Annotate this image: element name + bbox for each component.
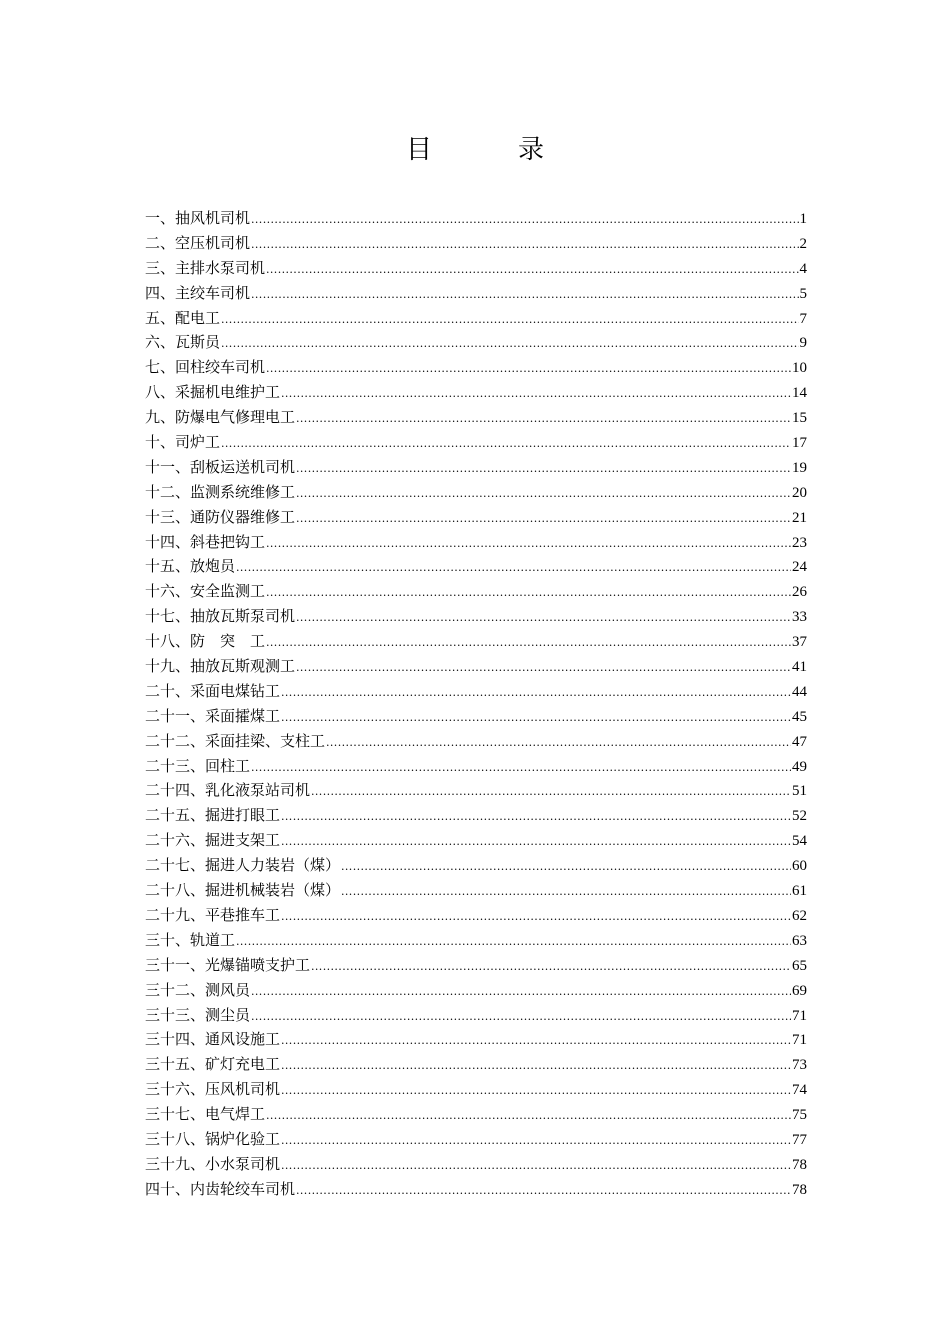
toc-dot-leader <box>296 656 791 681</box>
toc-entry[interactable] <box>145 903 807 928</box>
toc-entry-page-number: 7 <box>799 310 807 327</box>
toc-entry[interactable] <box>145 530 807 555</box>
toc-entry-label: 三十二、测风员 <box>145 980 251 999</box>
toc-entry-page-number: 62 <box>792 907 807 924</box>
toc-dot-leader <box>341 855 791 880</box>
toc-dot-leader <box>296 507 791 532</box>
toc-entry-label: 二十九、平巷推车工 <box>145 905 281 924</box>
toc-entry-label: 三十一、光爆锚喷支护工 <box>145 955 311 974</box>
toc-entry[interactable] <box>145 1127 807 1152</box>
toc-entry-page-number: 71 <box>792 1007 807 1024</box>
toc-entry[interactable] <box>145 1177 807 1202</box>
toc-entry-page-number: 1 <box>799 211 807 227</box>
toc-entry-page-number: 65 <box>792 957 807 974</box>
toc-entry-label: 六、瓦斯员 <box>145 333 221 352</box>
toc-entry-label: 四十、内齿轮绞车司机 <box>145 1179 296 1198</box>
toc-dot-leader <box>281 1079 791 1104</box>
toc-entry[interactable] <box>145 405 807 430</box>
toc-entry-page-number: 44 <box>792 683 807 700</box>
toc-entry[interactable] <box>145 306 807 331</box>
toc-entry[interactable] <box>145 953 807 978</box>
toc-dot-leader <box>221 332 798 357</box>
toc-entry-page-number: 49 <box>792 758 807 775</box>
toc-entry[interactable] <box>145 380 807 405</box>
toc-entry-label: 三十六、压风机司机 <box>145 1080 281 1099</box>
toc-entry-page-number: 73 <box>792 1057 807 1074</box>
toc-entry-label: 十一、刮板运送机司机 <box>145 457 296 476</box>
toc-entry[interactable] <box>145 1027 807 1052</box>
toc-entry[interactable] <box>145 231 807 256</box>
toc-entry-label: 二十一、采面攉煤工 <box>145 706 281 725</box>
toc-dot-leader <box>266 357 791 382</box>
toc-entry[interactable] <box>145 455 807 480</box>
toc-entry[interactable] <box>145 654 807 679</box>
toc-dot-leader <box>221 308 798 333</box>
toc-dot-leader <box>266 258 798 283</box>
toc-entry[interactable] <box>145 579 807 604</box>
toc-dot-leader <box>311 955 791 980</box>
toc-entry-label: 三十九、小水泵司机 <box>145 1154 281 1173</box>
toc-entry-page-number: 21 <box>792 509 807 526</box>
toc-entry-label: 十二、监测系统维修工 <box>145 482 296 501</box>
toc-dot-leader <box>296 457 791 482</box>
toc-entry[interactable] <box>145 505 807 530</box>
toc-entry-label: 四、主绞车司机 <box>145 283 251 302</box>
toc-title: 目 录 <box>405 135 574 165</box>
toc-dot-leader <box>266 581 791 606</box>
toc-dot-leader <box>281 1129 791 1154</box>
toc-entry-label: 十四、斜巷把钩工 <box>145 532 266 551</box>
toc-entry[interactable] <box>145 281 807 306</box>
toc-entry-page-number: 4 <box>799 260 807 277</box>
toc-entry-label: 二十七、掘进人力装岩（煤） <box>145 856 341 875</box>
toc-entry-page-number: 20 <box>792 484 807 501</box>
toc-entry-page-number: 37 <box>792 634 807 651</box>
toc-entry-page-number: 60 <box>792 858 807 875</box>
toc-entry[interactable] <box>145 853 807 878</box>
toc-entry-page-number: 24 <box>792 559 807 576</box>
toc-entry[interactable] <box>145 679 807 704</box>
toc-entry[interactable] <box>145 878 807 903</box>
toc-dot-leader <box>296 606 791 631</box>
toc-entry[interactable] <box>145 480 807 505</box>
toc-entry-label: 二十、采面电煤钻工 <box>145 681 281 700</box>
toc-entry[interactable] <box>145 355 807 380</box>
toc-entry[interactable] <box>145 430 807 455</box>
toc-entry-page-number: 26 <box>792 584 807 601</box>
toc-entry-label: 九、防爆电气修理电工 <box>145 408 296 427</box>
toc-entry-label: 三十三、测尘员 <box>145 1005 251 1024</box>
toc-entry[interactable] <box>145 629 807 654</box>
toc-dot-leader <box>251 1005 791 1030</box>
toc-dot-leader <box>266 1104 791 1129</box>
toc-entry[interactable] <box>145 729 807 754</box>
toc-entry-label: 二十八、掘进机械装岩（煤） <box>145 881 341 900</box>
toc-dot-leader <box>266 532 791 557</box>
toc-entry[interactable] <box>145 330 807 355</box>
toc-dot-leader <box>326 731 791 756</box>
toc-entry[interactable] <box>145 1003 807 1028</box>
toc-entry[interactable] <box>145 803 807 828</box>
toc-dot-leader <box>236 556 791 581</box>
toc-entry[interactable] <box>145 928 807 953</box>
toc-entry-label: 二十六、掘进支架工 <box>145 831 281 850</box>
toc-entry-page-number: 75 <box>792 1107 807 1124</box>
toc-entry-label: 十、司炉工 <box>145 433 221 452</box>
toc-dot-leader <box>296 1179 791 1204</box>
toc-dot-leader <box>281 805 791 830</box>
toc-entry-page-number: 2 <box>799 235 807 252</box>
toc-entry-label: 七、回柱绞车司机 <box>145 358 266 377</box>
toc-dot-leader <box>281 382 791 407</box>
toc-dot-leader <box>266 631 791 656</box>
toc-entry-page-number: 41 <box>792 659 807 676</box>
toc-entry[interactable] <box>145 206 807 231</box>
toc-dot-leader <box>251 233 798 258</box>
toc-entry-page-number: 23 <box>792 534 807 551</box>
toc-list <box>145 206 807 1202</box>
toc-entry-page-number: 14 <box>792 385 807 402</box>
toc-dot-leader <box>311 780 791 805</box>
toc-entry-label: 一、抽风机司机 <box>145 209 251 227</box>
toc-entry-label: 十八、防 突 工 <box>145 632 266 651</box>
toc-entry[interactable] <box>145 604 807 629</box>
toc-entry-label: 三十七、电气焊工 <box>145 1105 266 1124</box>
toc-entry[interactable] <box>145 1152 807 1177</box>
toc-entry-label: 三十四、通风设施工 <box>145 1030 281 1049</box>
toc-entry-label: 十三、通防仪器维修工 <box>145 507 296 526</box>
toc-entry-page-number: 63 <box>792 932 807 949</box>
toc-entry-label: 三、主排水泵司机 <box>145 258 266 277</box>
toc-entry-page-number: 74 <box>792 1082 807 1099</box>
toc-entry-page-number: 17 <box>792 435 807 452</box>
toc-entry-page-number: 52 <box>792 808 807 825</box>
toc-dot-leader <box>251 283 798 308</box>
toc-dot-leader <box>221 432 791 457</box>
toc-dot-leader <box>281 830 791 855</box>
toc-dot-leader <box>236 930 791 955</box>
toc-entry-page-number: 61 <box>792 883 807 900</box>
toc-entry-page-number: 77 <box>792 1131 807 1148</box>
toc-entry-page-number: 45 <box>792 708 807 725</box>
toc-entry-label: 二、空压机司机 <box>145 233 251 252</box>
toc-entry-label: 三十八、锅炉化验工 <box>145 1129 281 1148</box>
toc-dot-leader <box>281 905 791 930</box>
toc-entry-label: 二十四、乳化液泵站司机 <box>145 781 311 800</box>
toc-dot-leader <box>341 880 791 905</box>
toc-dot-leader <box>251 756 791 781</box>
toc-entry[interactable] <box>145 754 807 779</box>
toc-entry-label: 十九、抽放瓦斯观测工 <box>145 657 296 676</box>
toc-entry-label: 二十三、回柱工 <box>145 756 251 775</box>
toc-dot-leader <box>281 1154 791 1179</box>
toc-entry[interactable] <box>145 778 807 803</box>
toc-entry-label: 五、配电工 <box>145 308 221 327</box>
toc-entry-page-number: 71 <box>792 1032 807 1049</box>
toc-dot-leader <box>251 208 798 233</box>
toc-entry-label: 三十五、矿灯充电工 <box>145 1055 281 1074</box>
toc-entry-page-number: 69 <box>792 982 807 999</box>
toc-entry-page-number: 33 <box>792 609 807 626</box>
toc-entry[interactable] <box>145 1077 807 1102</box>
toc-entry[interactable] <box>145 1052 807 1077</box>
toc-dot-leader <box>281 681 791 706</box>
toc-entry-label: 十六、安全监测工 <box>145 582 266 601</box>
toc-entry-label: 二十五、掘进打眼工 <box>145 806 281 825</box>
toc-entry-page-number: 19 <box>792 459 807 476</box>
toc-entry[interactable] <box>145 1102 807 1127</box>
toc-entry[interactable] <box>145 256 807 281</box>
toc-entry[interactable] <box>145 828 807 853</box>
toc-entry-label: 二十二、采面挂梁、支柱工 <box>145 731 326 750</box>
toc-entry-label: 八、采掘机电维护工 <box>145 383 281 402</box>
toc-dot-leader <box>281 706 791 731</box>
toc-entry[interactable] <box>145 554 807 579</box>
toc-entry-label: 十五、放炮员 <box>145 557 236 576</box>
toc-entry-page-number: 9 <box>799 335 807 352</box>
toc-dot-leader <box>251 980 791 1005</box>
toc-dot-leader <box>281 1029 791 1054</box>
toc-entry-page-number: 10 <box>792 360 807 377</box>
toc-dot-leader <box>281 1054 791 1079</box>
toc-entry-page-number: 51 <box>792 783 807 800</box>
toc-entry-page-number: 15 <box>792 410 807 427</box>
toc-entry-page-number: 54 <box>792 833 807 850</box>
toc-entry[interactable] <box>145 704 807 729</box>
toc-entry[interactable] <box>145 978 807 1003</box>
toc-entry-page-number: 47 <box>792 733 807 750</box>
toc-dot-leader <box>296 407 791 432</box>
toc-entry-label: 三十、轨道工 <box>145 930 236 949</box>
toc-entry-label: 十七、抽放瓦斯泵司机 <box>145 607 296 626</box>
toc-dot-leader <box>296 482 791 507</box>
toc-entry-page-number: 78 <box>792 1181 807 1198</box>
toc-entry-page-number: 78 <box>792 1156 807 1173</box>
toc-entry-page-number: 5 <box>799 285 807 302</box>
